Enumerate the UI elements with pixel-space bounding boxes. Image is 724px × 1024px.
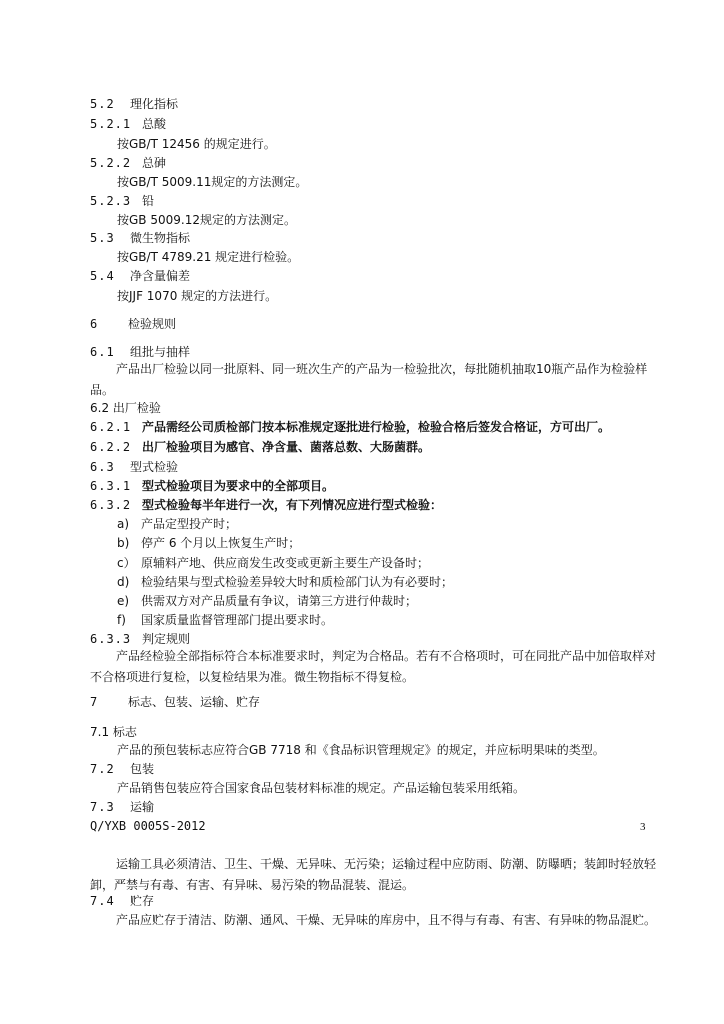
section-title: 总酸: [142, 117, 167, 131]
section-number: 6.2.2: [90, 440, 132, 454]
section-number: 5.4: [90, 269, 115, 283]
list-item: [117, 593, 417, 609]
list-item: [117, 555, 429, 571]
section-number: 7.2: [90, 762, 115, 776]
section-title: 微生物指标: [130, 231, 191, 245]
section-7-1-body: 产品的预包装标志应符合GB 7718 和《食品标识管理规定》的规定，并应标明果味的类型。: [117, 743, 605, 757]
list-item: [117, 574, 453, 590]
section-title: 检验规则: [128, 317, 177, 331]
list-item-text: 产品定型投产时；: [141, 517, 238, 531]
section-5-2-3-heading: [90, 193, 154, 209]
section-number: 7: [90, 695, 98, 709]
list-item-label: f): [117, 613, 126, 627]
section-title: 运输: [130, 800, 155, 814]
section-6-3-2-heading: [90, 497, 442, 513]
section-5-3-body: 按GB/T 4789.21 规定进行检验。: [117, 250, 300, 264]
section-5-3-heading: [90, 230, 190, 246]
section-number: 5.2.2: [90, 156, 132, 170]
list-item-text: 停产 6 个月以上恢复生产时；: [141, 536, 301, 550]
section-title: 铅: [142, 194, 155, 208]
section-number: 7.3: [90, 800, 115, 814]
list-item: [117, 516, 237, 532]
section-6-3-3-heading: [90, 631, 190, 647]
section-title: 贮存: [130, 894, 155, 908]
section-6-2-heading: [90, 400, 161, 416]
section-7-4-body: 产品应贮存于清洁、防潮、通风、干燥、无异味的库房中，且不得与有毒、有害、有异味的物品混贮。: [116, 913, 657, 927]
list-item-text: 供需双方对产品质量有争议，请第三方进行仲裁时；: [141, 594, 418, 608]
page-number: 3: [640, 821, 646, 833]
list-item-text: 原辅料产地、供应商发生改变或更新主要生产设备时；: [141, 556, 430, 570]
section-6-3-heading: [90, 459, 178, 475]
section-number: 7.4: [90, 894, 115, 908]
section-6-1-heading: [90, 344, 190, 360]
section-7-1-heading: [90, 724, 170, 740]
section-title: 理化指标: [130, 97, 179, 111]
list-item-label: c）: [117, 556, 136, 570]
section-7-4-heading: [90, 893, 154, 909]
section-7-3-body: 运输工具必须清洁、卫生、干燥、无异味、无污染；运输过程中应防雨、防潮、防曝晒；装卸时轻放轻卸，严禁与有毒、有害、有异味、易污染的物品混装、混运。: [90, 857, 657, 892]
section-title: 组批与抽样: [130, 345, 191, 359]
section-number: 6.3.3: [90, 632, 132, 646]
section-title: 出厂检验项目为感官、净含量、菌落总数、大肠菌群。: [142, 440, 431, 454]
section-title: 产品需经公司质检部门按本标准规定逐批进行检验，检验合格后签发合格证，方可出厂。: [142, 420, 611, 434]
list-item-label: d): [117, 575, 130, 589]
section-number: 6: [90, 317, 98, 331]
section-6-2-2-heading: [90, 439, 430, 455]
section-number: 5.3: [90, 231, 115, 245]
section-5-2-heading: [90, 96, 178, 112]
section-5-4-heading: [90, 268, 190, 284]
section-5-2-3-body: 按GB 5009.12规定的方法测定。: [117, 213, 296, 227]
section-5-2-2-heading: [90, 155, 166, 171]
section-title: 出厂检验: [112, 401, 161, 415]
section-title: 型式检验项目为要求中的全部项目。: [142, 479, 335, 493]
list-item: [117, 535, 300, 551]
section-5-2-1-heading: [90, 116, 166, 132]
section-number: 7.1: [90, 725, 110, 739]
section-number: 5.2.1: [90, 117, 132, 131]
section-title: 标志: [112, 725, 137, 739]
section-6-3-3-body: 产品经检验全部指标符合本标准要求时，判定为合格品。若有不合格项时，可在同批产品中加倍取样对不合格项进行复检，以复检结果为准。微生物指标不得复检。: [90, 649, 657, 684]
section-6-1-body: 产品出厂检验以同一批原料、同一班次生产的产品为一检验批次，每批随机抽取10瓶产品作为检验样品。: [90, 362, 648, 397]
section-6-3-1-heading: [90, 478, 334, 494]
section-number: 6.3.2: [90, 498, 132, 512]
list-item-text: 国家质量监督管理部门提出要求时。: [141, 613, 334, 627]
section-number: 6.2: [90, 401, 110, 415]
section-number: 6.3: [90, 460, 115, 474]
section-7-heading: [90, 694, 260, 710]
list-item-label: b): [117, 536, 130, 550]
section-5-4-body: 按JJF 1070 规定的方法进行。: [117, 289, 278, 303]
section-title: 型式检验: [130, 460, 179, 474]
section-title: 标志、包装、运输、贮存: [128, 695, 261, 709]
section-5-2-1-body: 按GB/T 12456 的规定进行。: [117, 137, 276, 151]
section-7-3-heading: [90, 799, 154, 815]
section-6-heading: [90, 316, 176, 332]
section-number: 6.3.1: [90, 479, 132, 493]
section-7-2-heading: [90, 761, 154, 777]
document-number: Q/YXB 0005S-2012: [90, 819, 206, 833]
section-title: 净含量偏差: [130, 269, 191, 283]
list-item: [117, 612, 333, 628]
section-number: 5.2: [90, 97, 115, 111]
section-number: 5.2.3: [90, 194, 132, 208]
list-item-text: 检验结果与型式检验差异较大时和质检部门认为有必要时；: [141, 575, 454, 589]
section-5-2-2-body: 按GB/T 5009.11规定的方法测定。: [117, 175, 308, 189]
section-number: 6.1: [90, 345, 115, 359]
section-number: 6.2.1: [90, 420, 132, 434]
list-item-label: a): [117, 517, 130, 531]
section-title: 型式检验每半年进行一次，有下列情况应进行型式检验：: [142, 498, 443, 512]
list-item-label: e): [117, 594, 130, 608]
section-6-2-1-heading: [90, 419, 610, 435]
section-title: 包装: [130, 762, 155, 776]
section-title: 总砷: [142, 156, 167, 170]
section-7-2-body: 产品销售包装应符合国家食品包装材料标准的规定。产品运输包装采用纸箱。: [117, 781, 526, 795]
section-title: 判定规则: [142, 632, 191, 646]
